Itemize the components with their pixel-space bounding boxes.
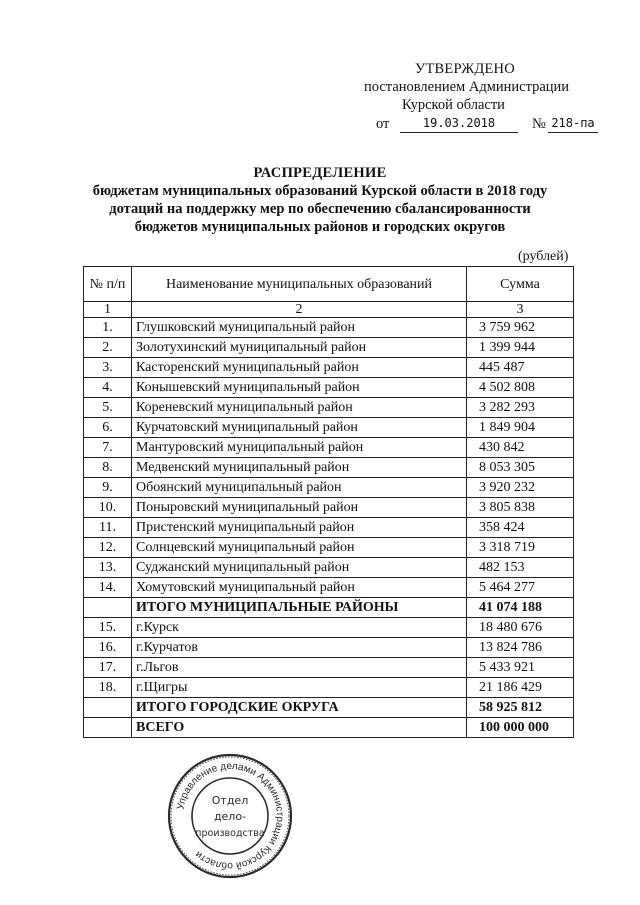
approval-date: 19.03.2018 <box>400 114 518 133</box>
approval-heading: УТВЕРЖДЕНО <box>415 61 515 77</box>
row-sum: 430 842 <box>467 438 574 458</box>
row-number: 16. <box>84 638 132 658</box>
table-row <box>84 658 574 678</box>
header-number: № п/п <box>84 267 132 302</box>
table-row <box>84 358 574 378</box>
column-number-1: 1 <box>84 302 132 318</box>
stamp-center-line-2: дело- <box>213 810 247 823</box>
column-number-row <box>84 302 574 318</box>
row-name: Курчатовский муниципальный район <box>132 418 467 438</box>
row-number: 1. <box>84 318 132 338</box>
row-name: Кореневский муниципальный район <box>132 398 467 418</box>
row-sum: 18 480 676 <box>467 618 574 638</box>
row-sum: 5 464 277 <box>467 578 574 598</box>
table-row <box>84 338 574 358</box>
table-row <box>84 638 574 658</box>
column-number-2: 2 <box>132 302 467 318</box>
row-sum: 5 433 921 <box>467 658 574 678</box>
table-body <box>84 302 574 738</box>
row-number: 17. <box>84 658 132 678</box>
row-name: Касторенский муниципальный район <box>132 358 467 378</box>
row-sum: 1 399 944 <box>467 338 574 358</box>
row-number <box>84 718 132 738</box>
row-name: ИТОГО МУНИЦИПАЛЬНЫЕ РАЙОНЫ <box>132 598 467 618</box>
title-line-4: бюджетов муниципальных районов и городских округов <box>134 219 506 235</box>
header-name: Наименование муниципальных образований <box>132 267 467 302</box>
header-sum: Сумма <box>467 267 574 302</box>
table-row <box>84 378 574 398</box>
row-name: ИТОГО ГОРОДСКИЕ ОКРУГА <box>132 698 467 718</box>
table-row <box>84 578 574 598</box>
approval-line-1: постановлением Администрации <box>364 79 570 95</box>
row-sum: 358 424 <box>467 518 574 538</box>
row-name: г.Льгов <box>132 658 467 678</box>
approval-number: 218-па <box>548 114 598 133</box>
table-row <box>84 678 574 698</box>
row-number: 5. <box>84 398 132 418</box>
row-sum: 13 824 786 <box>467 638 574 658</box>
table-row <box>84 318 574 338</box>
row-sum: 482 153 <box>467 558 574 578</box>
row-number: 14. <box>84 578 132 598</box>
table-row <box>84 558 574 578</box>
table-header-row <box>84 267 574 302</box>
row-sum: 41 074 188 <box>467 598 574 618</box>
approval-line-2: Курской области <box>402 97 505 113</box>
row-number: 10. <box>84 498 132 518</box>
row-number: 15. <box>84 618 132 638</box>
row-name: Суджанский муниципальный район <box>132 558 467 578</box>
distribution-table <box>83 266 574 738</box>
row-name: г.Курск <box>132 618 467 638</box>
table-row <box>84 618 574 638</box>
row-number: 3. <box>84 358 132 378</box>
row-number: 18. <box>84 678 132 698</box>
row-name: Хомутовский муниципальный район <box>132 578 467 598</box>
total-row <box>84 698 574 718</box>
row-number: 6. <box>84 418 132 438</box>
title-line-3: дотаций на поддержку мер по обеспечению сбалансированности <box>109 201 531 217</box>
row-sum: 3 759 962 <box>467 318 574 338</box>
row-number <box>84 598 132 618</box>
row-name: Пристенский муниципальный район <box>132 518 467 538</box>
row-sum: 1 849 904 <box>467 418 574 438</box>
row-name: Конышевский муниципальный район <box>132 378 467 398</box>
title-line-1: РАСПРЕДЕЛЕНИЕ <box>253 165 387 181</box>
document-title <box>60 164 580 236</box>
table-row <box>84 538 574 558</box>
row-name: Обоянский муниципальный район <box>132 478 467 498</box>
table-row <box>84 398 574 418</box>
office-stamp <box>166 752 294 880</box>
table-row <box>84 418 574 438</box>
stamp-center-line-3: производства <box>195 828 265 839</box>
row-sum: 3 282 293 <box>467 398 574 418</box>
row-sum: 445 487 <box>467 358 574 378</box>
row-sum: 8 053 305 <box>467 458 574 478</box>
table-row <box>84 518 574 538</box>
row-sum: 3 318 719 <box>467 538 574 558</box>
row-name: Медвенский муниципальный район <box>132 458 467 478</box>
row-sum: 3 920 232 <box>467 478 574 498</box>
row-name: г.Курчатов <box>132 638 467 658</box>
number-label: № <box>532 116 546 132</box>
row-sum: 4 502 808 <box>467 378 574 398</box>
row-name: Поныровский муниципальный район <box>132 498 467 518</box>
row-name: ВСЕГО <box>132 718 467 738</box>
unit-label: (рублей) <box>518 249 569 264</box>
table-row <box>84 458 574 478</box>
row-number: 9. <box>84 478 132 498</box>
row-sum: 100 000 000 <box>467 718 574 738</box>
row-number: 8. <box>84 458 132 478</box>
row-number: 4. <box>84 378 132 398</box>
row-sum: 58 925 812 <box>467 698 574 718</box>
total-row <box>84 718 574 738</box>
from-label: от <box>376 116 390 132</box>
title-line-2: бюджетам муниципальных образований Курской области в 2018 году <box>92 183 548 199</box>
column-number-3: 3 <box>467 302 574 318</box>
row-number <box>84 698 132 718</box>
row-number: 13. <box>84 558 132 578</box>
stamp-center-line-1: Отдел <box>211 794 249 807</box>
table-row <box>84 498 574 518</box>
row-name: г.Щигры <box>132 678 467 698</box>
row-sum: 21 186 429 <box>467 678 574 698</box>
approval-date-line <box>376 115 606 133</box>
row-sum: 3 805 838 <box>467 498 574 518</box>
row-number: 12. <box>84 538 132 558</box>
row-name: Мантуровский муниципальный район <box>132 438 467 458</box>
row-number: 7. <box>84 438 132 458</box>
table-row <box>84 438 574 458</box>
total-row <box>84 598 574 618</box>
row-name: Солнцевский муниципальный район <box>132 538 467 558</box>
row-number: 11. <box>84 518 132 538</box>
row-name: Золотухинский муниципальный район <box>132 338 467 358</box>
row-name: Глушковский муниципальный район <box>132 318 467 338</box>
row-number: 2. <box>84 338 132 358</box>
table-row <box>84 478 574 498</box>
stamp-ring-text: Управление делами Администрации Курской области <box>175 760 286 872</box>
